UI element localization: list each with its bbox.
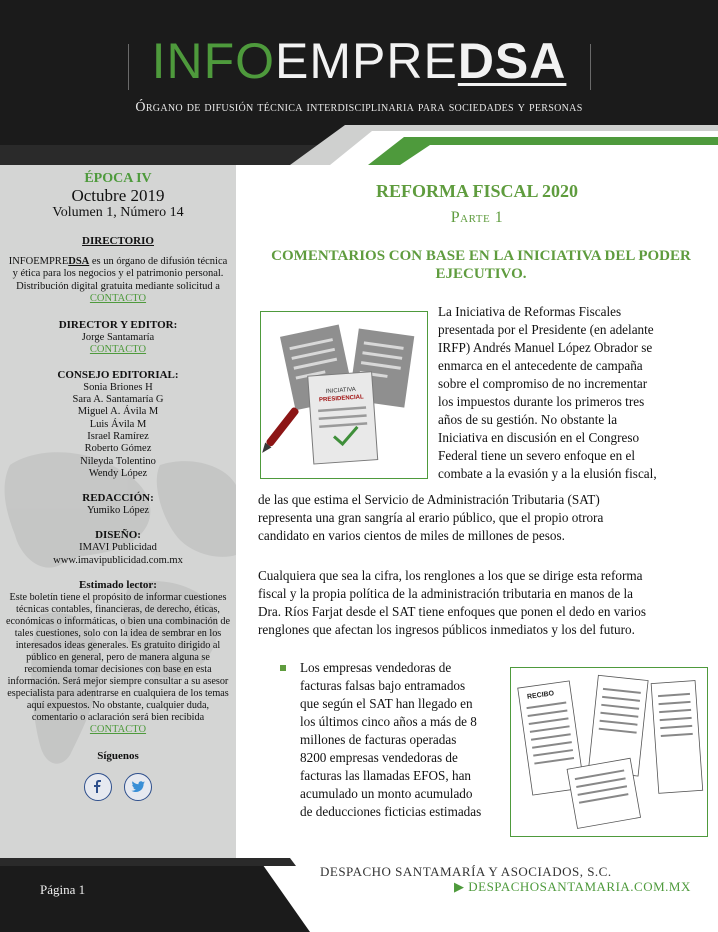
directory-text-pre: INFOEMPRE: [8, 256, 69, 267]
documents-pen-icon: [261, 312, 427, 478]
directory-heading: DIRECTORIO: [82, 235, 154, 247]
council-member: Wendy López: [88, 467, 148, 479]
contact-link-reader[interactable]: CONTACTO: [89, 724, 147, 736]
paragraph-1-tail: [258, 491, 708, 545]
text-line: de las que estima el Servicio de Administración Tributaria (SAT): [258, 492, 600, 507]
footer: [0, 858, 718, 932]
text-line: candidato en varios cientos de miles de millones de pesos.: [258, 528, 565, 543]
article-subtitle: COMENTARIOS CON BASE EN LA INICIATIVA DEL PODER EJECUTIVO.: [271, 248, 691, 282]
bullet-marker: [280, 665, 286, 671]
text-line: fiscal y la propia política de la administración tributaria en manos de la: [258, 586, 633, 601]
text-line: presentada por el Presidente (en adelante: [438, 322, 654, 337]
council-member: Miguel A. Ávila M: [77, 406, 159, 418]
page-number: Página 1: [40, 882, 86, 897]
text-line: 8200 empresas vendedoras de: [300, 750, 458, 765]
text-line: representa una gran sangría al erario público, que el propio otrora: [258, 510, 604, 525]
title-empre: EMPRE: [275, 33, 458, 89]
social-links: [0, 773, 236, 801]
council-list: [0, 382, 236, 480]
receipt-label: RECIBO: [526, 690, 555, 701]
paragraph-2: [258, 567, 714, 639]
council-member: Sonia Briones H: [83, 381, 153, 393]
design-heading: DISEÑO:: [95, 529, 141, 542]
text-line: sobre el compromiso de no incrementar: [438, 376, 648, 391]
era-label: ÉPOCA IV: [84, 171, 152, 186]
directory-text-dsa: DSA: [68, 256, 90, 267]
council-member: Nileyda Tolentino: [80, 455, 156, 467]
article-part: Parte 1: [450, 209, 504, 226]
text-line: enmarca en el antecedente de campaña: [438, 358, 643, 373]
text-line: acumulado un monto acumulado: [300, 786, 473, 801]
initiative-illustration: [260, 311, 428, 479]
bullet-text: [300, 659, 516, 821]
text-line: renglones que afectan los ingresos públicos inmediatos y los del futuro.: [258, 622, 635, 637]
twitter-icon[interactable]: [124, 773, 152, 801]
sidebar-content: [0, 165, 236, 801]
text-line: IRFP) Andrés Manuel López Obrador se: [438, 340, 653, 355]
receipts-illustration: [510, 667, 708, 837]
masthead: [0, 0, 718, 165]
publication-title: [0, 33, 718, 89]
council-member: Roberto Gómez: [84, 443, 152, 455]
council-heading: CONSEJO EDITORIAL:: [57, 368, 179, 381]
article-title: REFORMA FISCAL 2020: [375, 181, 579, 201]
issue-date: Octubre 2019: [71, 186, 165, 205]
text-line: Dra. Ríos Farjat desde el SAT tiene enfoques que ponen el dedo en varios: [258, 604, 646, 619]
firm-url-text: DESPACHOSANTAMARIA.COM.MX: [468, 879, 691, 894]
reader-text-body: Este boletín tiene el propósito de informar cuestiones técnicas contables, financieras, de derecho, éticas, económicas o informáticas, o bien una combinación de tales cuestiones, solo con la idea de sembrar en los interesados ideas generales. Es gratuito dirigido al público en general, pero de manera alguna se recomienda tomar decisiones con base en esta información. Será mejor siempre consultar a su asesor especialista para adentrarse en cualquiera de los temas aquí expuestos. No obstante, cualquier duda, comentario o aclaración será bien recibida: [5, 592, 231, 724]
design-name: IMAVI Publicidad: [79, 542, 157, 554]
redaction-name: Yumiko López: [86, 505, 150, 517]
text-line: los últimos cinco años a más de 8: [300, 714, 477, 729]
follow-heading: Síguenos: [97, 750, 139, 763]
council-member: Luis Ávila M: [89, 418, 147, 430]
text-line: facturas las llamadas EFOS, han: [300, 768, 472, 783]
directory-text: [0, 256, 236, 293]
initiative-label-top: INICIATIVA: [325, 386, 357, 395]
reader-heading: Estimado lector:: [79, 579, 157, 592]
facebook-icon[interactable]: [84, 773, 112, 801]
text-line: La Iniciativa de Reformas Fiscales: [438, 304, 622, 319]
contact-link-directory[interactable]: CONTACTO: [89, 292, 147, 304]
article: [236, 165, 718, 858]
text-line: facturas falsas bajo entramados: [300, 678, 466, 693]
paragraph-1: [438, 303, 708, 483]
title-dsa: DSA: [457, 33, 567, 89]
publication-subtitle: Órgano de difusión técnica interdisciplinaria para sociedades y personas: [135, 100, 583, 115]
redaction-heading: REDACCIÓN:: [82, 492, 154, 505]
issue-volume: Volumen 1, Número 14: [52, 205, 184, 220]
director-name: Jorge Santamaría: [81, 332, 155, 344]
council-member: Israel Ramírez: [87, 430, 149, 442]
text-line: que según el SAT han llegado en: [300, 696, 473, 711]
title-info: INFO: [151, 33, 276, 89]
contact-link-director[interactable]: CONTACTO: [89, 344, 147, 356]
directory-text-post: es un órgano de difusión técnica y ética para los negocios y el patrimonio personal. Distribución digital gratuita mediante solicitud a: [12, 256, 228, 292]
sidebar: [0, 165, 236, 858]
text-line: de deducciones ficticias estimadas: [300, 804, 482, 819]
firm-name: DESPACHO SANTAMARÍA Y ASOCIADOS, S.C.: [320, 864, 612, 879]
council-member: Sara A. Santamaría G: [72, 394, 164, 406]
arrow-right-icon: ▶: [454, 879, 465, 894]
text-line: millones de facturas operadas: [300, 732, 457, 747]
text-line: años de su gestión. No obstante la: [438, 412, 618, 427]
text-line: Cualquiera que sea la cifra, los renglones a los que se dirige esta reforma: [258, 568, 643, 583]
reader-text: [0, 592, 236, 736]
firm-url[interactable]: [454, 879, 691, 895]
receipts-icon: [511, 668, 707, 836]
text-line: los impuestos durante los primeros tres: [438, 394, 645, 409]
director-heading: DIRECTOR Y EDITOR:: [58, 319, 178, 332]
text-line: combate a la evasión y a la elusión fiscal,: [438, 466, 657, 481]
design-url[interactable]: www.imavipublicidad.com.mx: [53, 554, 183, 566]
initiative-label-bottom: PRESIDENCIAL: [318, 394, 364, 404]
text-line: Iniciativa en discusión en el Congreso: [438, 430, 640, 445]
text-line: Federal tiene un severo enfoque en el: [438, 448, 635, 463]
text-line: Los empresas vendedoras de: [300, 660, 452, 675]
